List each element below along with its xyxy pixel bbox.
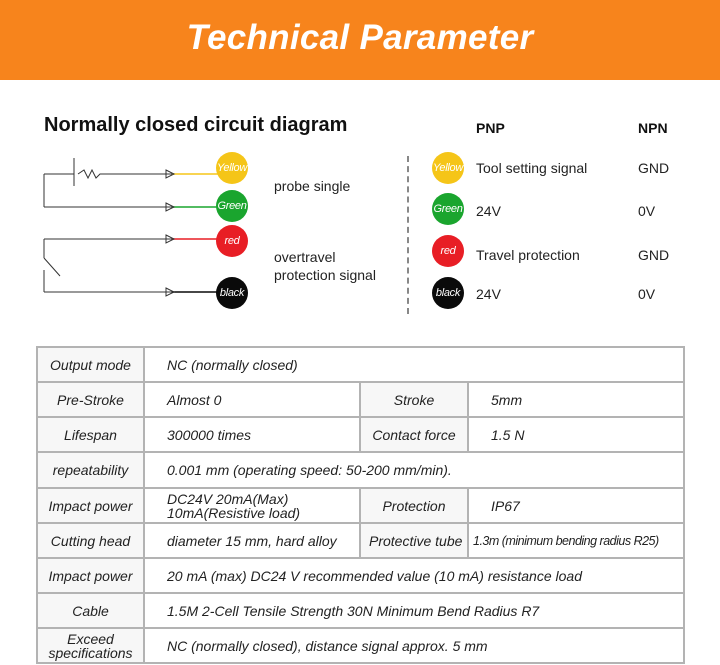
pnp-header: PNP [476, 120, 505, 136]
table-row [37, 417, 684, 452]
legend-red-npn: GND [638, 247, 670, 263]
legend-yellow-label: Yellow [433, 162, 463, 174]
impact-power-value-line1: DC24V 20mA(Max) [167, 490, 289, 507]
protection-value: IP67 [468, 488, 684, 523]
circuit-wiring [0, 140, 400, 320]
impact-power-label: Impact power [37, 488, 144, 523]
table-row [37, 558, 684, 593]
exceed-label [37, 628, 144, 663]
header-banner [0, 0, 720, 80]
legend-yellow-npn: GND [638, 160, 670, 176]
table-row [37, 347, 684, 382]
black-wire-dot [216, 277, 248, 309]
pre-stroke-value: Almost 0 [144, 382, 360, 417]
table-row [37, 452, 684, 488]
legend-red-dot [432, 235, 464, 267]
stroke-label: Stroke [360, 382, 468, 417]
overtravel-label-line1: overtravel [274, 249, 336, 265]
protective-tube-label: Protective tube [360, 523, 468, 558]
cutting-head-label: Cutting head [37, 523, 144, 558]
yellow-wire-dot [216, 152, 248, 184]
yellow-wire-label: Yellow [217, 162, 247, 174]
legend-black-pnp: 24V [476, 286, 501, 302]
cutting-head-value: diameter 15 mm, hard alloy [144, 523, 360, 558]
red-wire-label: red [224, 235, 240, 247]
repeatability-label: repeatability [37, 452, 144, 488]
legend-green-pnp: 24V [476, 203, 501, 219]
banner-title: Technical Parameter [186, 18, 534, 57]
stroke-value: 5mm [468, 382, 684, 417]
legend-black-npn: 0V [638, 286, 656, 302]
legend-black-label: black [435, 287, 461, 299]
table-row [37, 488, 684, 523]
contact-force-value: 1.5 N [468, 417, 684, 452]
legend-green-dot [432, 193, 464, 225]
legend-yellow-pnp: Tool setting signal [476, 160, 588, 176]
legend-red-label: red [440, 245, 456, 257]
output-mode-label: Output mode [37, 347, 144, 382]
protection-label: Protection [360, 488, 468, 523]
cable-value: 1.5M 2-Cell Tensile Strength 30N Minimum Bend Radius R7 [144, 593, 684, 628]
diagram-title: Normally closed circuit diagram [44, 114, 348, 136]
legend-yellow-dot [432, 152, 464, 184]
impact-power-value-line2: 10mA(Resistive load) [167, 504, 301, 521]
protective-tube-value: 1.3m (minimum bending radius R25) [468, 523, 684, 558]
impact-power-2-label: Impact power [37, 558, 144, 593]
npn-header: NPN [638, 120, 668, 136]
legend-black-dot [432, 277, 464, 309]
repeatability-value: 0.001 mm (operating speed: 50-200 mm/min). [144, 452, 684, 488]
legend-green-npn: 0V [638, 203, 656, 219]
output-mode-value: NC (normally closed) [144, 347, 684, 382]
green-wire-label: Green [217, 200, 247, 212]
contact-force-label: Contact force [360, 417, 468, 452]
exceed-value: NC (normally closed), distance signal approx. 5 mm [144, 628, 684, 663]
exceed-label-line1: Exceed [67, 630, 114, 647]
impact-power-value [144, 488, 360, 523]
overtravel-label-line2: protection signal [274, 267, 376, 283]
table-row [37, 523, 684, 558]
red-wire-dot [216, 225, 248, 257]
probe-spring [78, 170, 104, 178]
pre-stroke-label: Pre-Stroke [37, 382, 144, 417]
exceed-label-line2: specifications [48, 644, 133, 661]
table-row [37, 628, 684, 663]
legend-green-label: Green [433, 203, 463, 215]
legend-red-pnp: Travel protection [476, 247, 580, 263]
section-divider [407, 156, 409, 314]
table-row [37, 593, 684, 628]
probe-single-label: probe single [274, 178, 351, 194]
lifespan-label: Lifespan [37, 417, 144, 452]
lifespan-value: 300000 times [144, 417, 360, 452]
table-row [37, 382, 684, 417]
black-wire-label: black [219, 287, 245, 299]
overtravel-switch-blade [44, 258, 60, 276]
cable-label: Cable [37, 593, 144, 628]
impact-power-2-value: 20 mA (max) DC24 V recommended value (10 mA) resistance load [144, 558, 684, 593]
parameter-table [36, 346, 685, 664]
green-wire-dot [216, 190, 248, 222]
